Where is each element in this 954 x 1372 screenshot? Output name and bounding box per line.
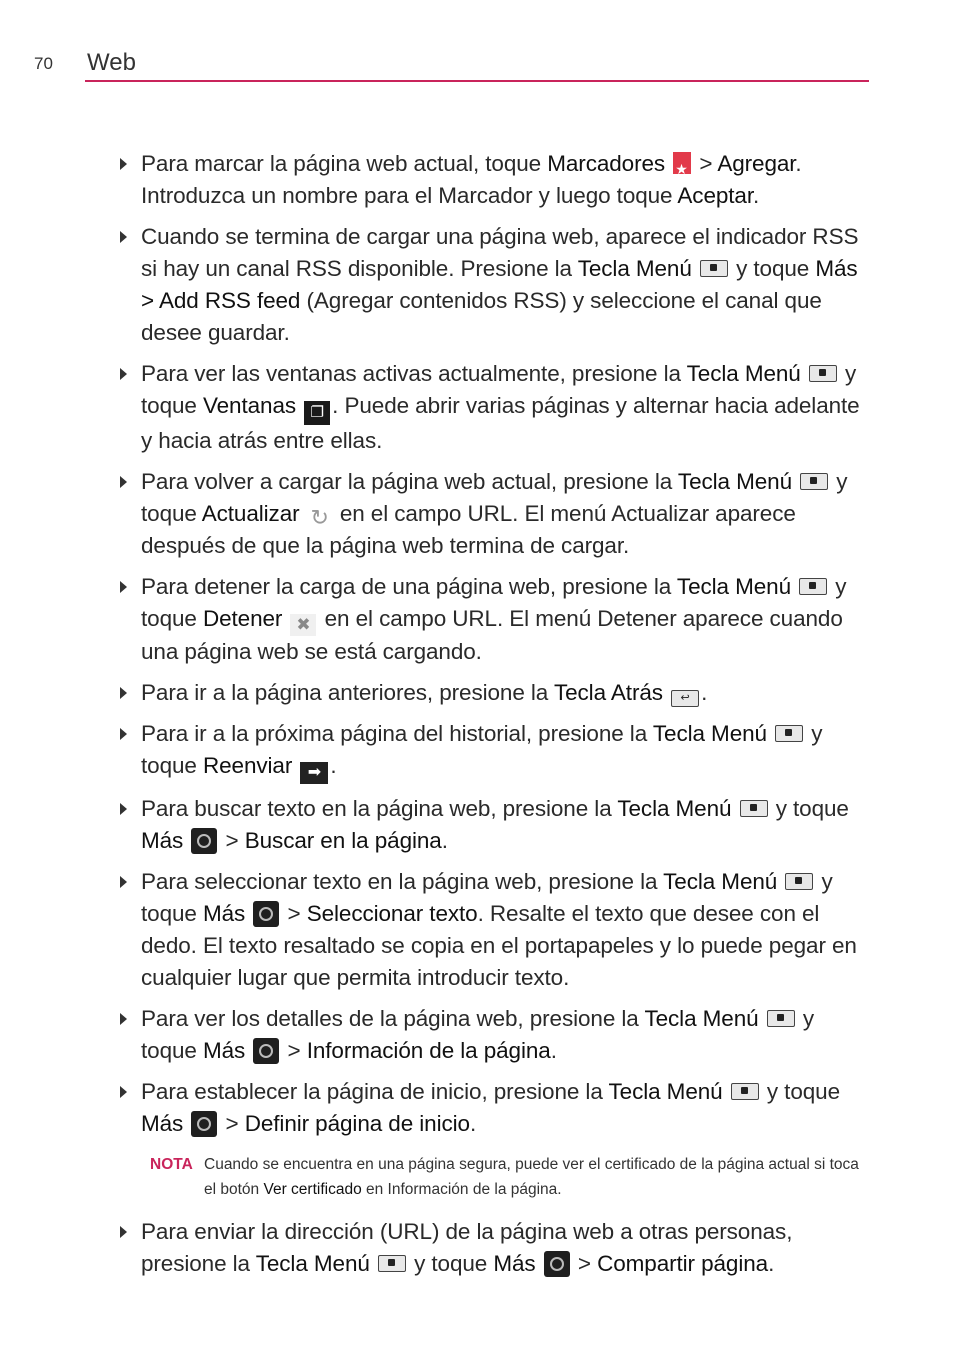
list-item: Para establecer la página de inicio, presione la Tecla Menú y toque Más > Definir página de inicio. xyxy=(118,1076,874,1140)
bullet-arrow-icon xyxy=(120,476,127,488)
menu-key-icon xyxy=(809,365,837,382)
menu-key-icon xyxy=(700,260,728,277)
note xyxy=(150,1152,874,1202)
more-icon xyxy=(253,901,279,927)
bullet-arrow-icon xyxy=(120,1086,127,1098)
more-icon xyxy=(253,1038,279,1064)
menu-key-icon xyxy=(785,873,813,890)
bullet-arrow-icon xyxy=(120,728,127,740)
menu-key-icon xyxy=(767,1010,795,1027)
menu-key-icon xyxy=(775,725,803,742)
list-item: Cuando se termina de cargar una página web, aparece el indicador RSS si hay un canal RSS disponible. Presione la Tecla Menú y toque Más > Add RSS feed (Agregar contenidos RSS) y seleccione el canal que desee guardar. xyxy=(118,221,874,349)
forward-icon: ➡ xyxy=(300,762,328,784)
stop-icon: ✖ xyxy=(290,614,316,636)
list-item: Para enviar la dirección (URL) de la página web a otras personas, presione la Tecla Menú y toque Más > Compartir página. xyxy=(118,1216,874,1280)
bullet-arrow-icon xyxy=(120,1226,127,1238)
list-item: Para buscar texto en la página web, presione la Tecla Menú y toque Más > Buscar en la página. xyxy=(118,793,874,857)
bullet-arrow-icon xyxy=(120,158,127,170)
header-rule xyxy=(85,80,869,82)
list-item: Para ver los detalles de la página web, presione la Tecla Menú y toque Más > Información de la página. xyxy=(118,1003,874,1067)
menu-key-icon xyxy=(799,578,827,595)
bullet-arrow-icon xyxy=(120,876,127,888)
more-icon xyxy=(191,828,217,854)
list-item: Para detener la carga de una página web, presione la Tecla Menú y toque Detener ✖ en el campo URL. El menú Detener aparece cuando una página web se está cargando. xyxy=(118,571,874,668)
bullet-arrow-icon xyxy=(120,687,127,699)
section-title: Web xyxy=(87,49,136,76)
menu-key-icon xyxy=(731,1083,759,1100)
list-item: Para ver las ventanas activas actualmente, presione la Tecla Menú y toque Ventanas ❐ . Puede abrir varias páginas y alternar hacia adelante y hacia atrás entre ellas. xyxy=(118,358,874,457)
more-icon xyxy=(544,1251,570,1277)
bullet-arrow-icon xyxy=(120,1013,127,1025)
list-item: Para seleccionar texto en la página web, presione la Tecla Menú y toque Más > Seleccionar texto. Resalte el texto que desee con el dedo. El texto resaltado se copia en el portapapeles y lo puede pegar en cualquier lugar que permita introducir texto. xyxy=(118,866,874,994)
refresh-icon: ↻ xyxy=(310,505,329,530)
note-label: NOTA xyxy=(150,1156,193,1173)
bullet-arrow-icon xyxy=(120,231,127,243)
list-item: Para ir a la página anteriores, presione la Tecla Atrás ↩ . xyxy=(118,677,874,709)
list-item: Para ir a la próxima página del historial, presione la Tecla Menú y toque Reenviar ➡ . xyxy=(118,718,874,784)
bullet-arrow-icon xyxy=(120,368,127,380)
menu-key-icon xyxy=(800,473,828,490)
windows-icon: ❐ xyxy=(304,401,330,425)
note-text: Cuando se encuentra en una página segura, puede ver el certificado de la página actual si toca el botón Ver certificado en Información de la página. xyxy=(204,1156,859,1198)
bookmark-icon xyxy=(673,152,691,174)
menu-key-icon xyxy=(740,800,768,817)
list-item: Para volver a cargar la página web actual, presione la Tecla Menú y toque Actualizar ↻ en el campo URL. El menú Actualizar aparece después de que la página web termina de cargar. xyxy=(118,466,874,562)
menu-key-icon xyxy=(378,1255,406,1272)
bullet-arrow-icon xyxy=(120,581,127,593)
instructions-list xyxy=(118,148,874,1289)
bullet-arrow-icon xyxy=(120,803,127,815)
more-icon xyxy=(191,1111,217,1137)
back-key-icon: ↩ xyxy=(671,690,699,707)
list-item: Para marcar la página web actual, toque Marcadores ★ > Agregar. Introduzca un nombre para el Marcador y luego toque Aceptar. xyxy=(118,148,874,212)
page-number: 70 xyxy=(34,54,53,73)
